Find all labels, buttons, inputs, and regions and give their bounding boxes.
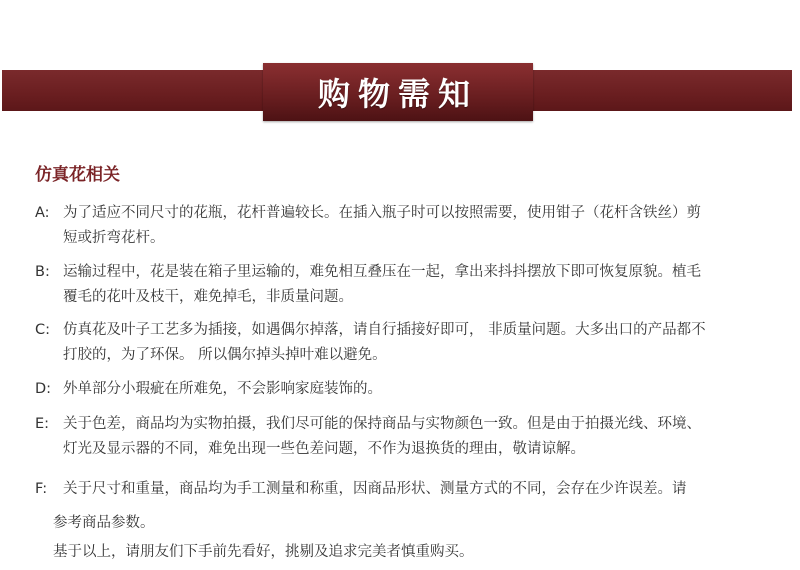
item-label: B: bbox=[35, 264, 50, 280]
item-text-line1: 仿真花及叶子工艺多为插接，如遇偶尔掉落，请自行插接好即可， 非质量问题。大多出口的产品都不 bbox=[63, 322, 706, 338]
item-label: F: bbox=[35, 481, 48, 497]
notice-item-b bbox=[35, 260, 780, 310]
section-title: 仿真花相关 bbox=[35, 165, 120, 185]
item-text-line2: 覆毛的花叶及枝干，难免掉毛，非质量问题。 bbox=[63, 289, 353, 305]
notice-item-a bbox=[35, 201, 780, 251]
header-banner bbox=[263, 63, 533, 121]
notice-item-c bbox=[35, 318, 780, 368]
closing-note: 基于以上，请朋友们下手前先看好，挑剔及追求完美者慎重购买。 bbox=[53, 544, 474, 560]
item-label: D: bbox=[35, 381, 52, 397]
item-label: C: bbox=[35, 322, 51, 338]
page-title: 购物需知 bbox=[317, 75, 478, 113]
item-text-line1: 外单部分小瑕疵在所难免，不会影响家庭装饰的。 bbox=[63, 381, 382, 397]
item-text-line1: 关于色差，商品均为实物拍摄，我们尽可能的保持商品与实物颜色一致。但是由于拍摄光线、环境、 bbox=[63, 416, 701, 432]
item-label: A: bbox=[35, 205, 50, 221]
item-text-line1: 关于尺寸和重量，商品均为手工测量和称重，因商品形状、测量方式的不同，会存在少许误差。请 bbox=[63, 481, 687, 497]
notice-item-f bbox=[35, 472, 780, 540]
item-text-line2: 打胶的，为了环保。 所以偶尔掉头掉叶难以避免。 bbox=[63, 347, 387, 363]
item-label: E: bbox=[35, 416, 50, 432]
item-text-line2: 灯光及显示器的不同，难免出现一些色差问题，不作为退换货的理由，敬请谅解。 bbox=[63, 441, 585, 457]
item-text-line2: 参考商品参数。 bbox=[53, 515, 155, 531]
item-text-line1: 为了适应不同尺寸的花瓶，花杆普遍较长。在插入瓶子时可以按照需要，使用钳子（花杆含铁丝）剪 bbox=[63, 205, 701, 221]
item-text-line1: 运输过程中，花是装在箱子里运输的，难免相互叠压在一起，拿出来抖抖摆放下即可恢复原貌。植毛 bbox=[63, 264, 701, 280]
item-text-line2: 短或折弯花杆。 bbox=[63, 230, 165, 246]
notice-item-d bbox=[35, 377, 780, 402]
notice-item-e bbox=[35, 412, 780, 462]
